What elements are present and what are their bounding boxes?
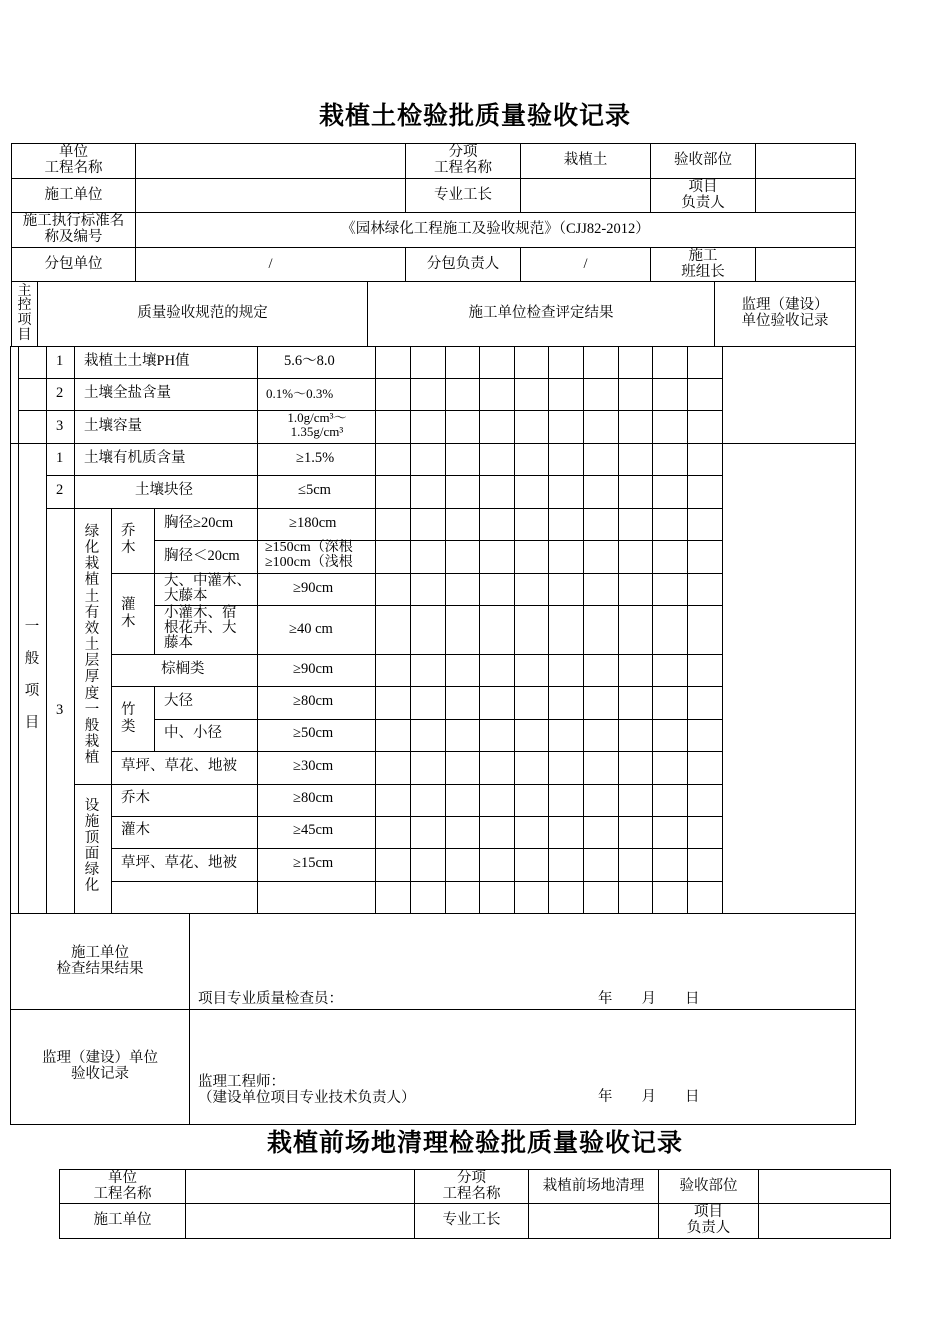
general-item-no: 1 — [56, 450, 64, 466]
acceptance-part-label: 验收部位 — [650, 143, 756, 179]
foreman-value[interactable] — [520, 178, 651, 213]
green-row-name: 草坪、草花、地被 — [121, 758, 237, 774]
green-row-value: ≥90cm — [293, 661, 334, 677]
main-item-value: 1.0g/cm³～ 1.35g/cm³ — [287, 410, 347, 439]
grid-line — [583, 346, 584, 914]
team-leader-label: 施工 班组长 — [650, 247, 756, 282]
green-row-value: ≥50cm — [293, 725, 334, 741]
acceptance-part-value[interactable] — [755, 143, 856, 179]
main-item-name: 土壤容量 — [84, 418, 142, 434]
grid-line — [855, 346, 856, 914]
grid-line — [154, 540, 723, 541]
roof-row-value: ≥15cm — [293, 855, 334, 871]
form1-title: 栽植土检验批质量验收记录 — [318, 101, 631, 130]
sub-leader-value: / — [520, 247, 651, 282]
green-row-value: ≥180cm — [289, 515, 337, 531]
grid-line — [618, 346, 619, 914]
construction-check-label: 施工单位 检查结果结果 — [10, 913, 190, 1010]
roof-row-name: 草坪、草花、地被 — [121, 855, 237, 871]
grid-line — [18, 346, 19, 914]
subcontractor-value: / — [135, 247, 406, 282]
grid-line — [410, 346, 411, 914]
green-row-name: 大、中灌木、 大藤本 — [164, 573, 251, 605]
construction-unit-label: 施工单位 — [11, 178, 136, 213]
sub-project-value: 栽植土 — [520, 143, 651, 179]
grid-line — [652, 346, 653, 914]
grid-line — [74, 346, 75, 514]
project-leader-value[interactable] — [755, 178, 856, 213]
team-leader-value[interactable] — [755, 247, 856, 282]
green-row-name: 大径 — [164, 693, 193, 709]
grid-line — [548, 346, 549, 914]
main-item-no: 3 — [56, 418, 64, 434]
grid-line — [46, 475, 723, 476]
foreman-label: 专业工长 — [414, 1203, 529, 1239]
grid-line — [722, 346, 723, 914]
general-item-no: 3 — [56, 702, 64, 718]
grid-line — [257, 346, 258, 914]
supervision-column-header: 监理（建设） 单位验收记录 — [714, 281, 856, 347]
check-result-column-header: 施工单位检查评定结果 — [367, 281, 715, 347]
project-leader-label: 项目 负责人 — [650, 178, 756, 213]
construction-unit-label: 施工单位 — [59, 1203, 186, 1239]
main-item-name: 土壤全盐含量 — [84, 385, 171, 401]
grid-line — [46, 346, 47, 914]
main-item-no: 2 — [56, 385, 64, 401]
grid-line — [154, 508, 155, 655]
green-row-value: ≥90cm — [293, 580, 334, 596]
grid-line — [154, 605, 723, 606]
project-leader-value[interactable] — [758, 1203, 891, 1239]
grid-line — [111, 848, 723, 849]
foreman-value[interactable] — [528, 1203, 659, 1239]
supervision-record-area[interactable] — [189, 1009, 856, 1125]
construction-unit-value[interactable] — [135, 178, 406, 213]
general-item-name: 土壤块径 — [135, 482, 193, 498]
date-label: 年 月 日 — [598, 991, 700, 1007]
general-item-name: 土壤有机质含量 — [84, 450, 186, 466]
qiao-label: 乔 木 — [121, 523, 136, 556]
green-row-name: 小灌木、宿 根花卉、大 藤本 — [164, 605, 237, 652]
roof-row-value: ≥45cm — [293, 822, 334, 838]
roof-row-name: 灌木 — [121, 822, 150, 838]
general-item-no: 2 — [56, 482, 64, 498]
main-item-value: 5.6～8.0 — [284, 353, 335, 369]
green-planting-label: 绿 化 栽 植 土 有 效 土 层 厚 度 一 般 栽 植 — [84, 524, 100, 767]
green-row-value: ≥40 cm — [289, 621, 333, 637]
unit-project-name-label: 单位 工程名称 — [59, 1169, 186, 1204]
green-row-name: 胸径≥20cm — [164, 515, 234, 531]
grid-line — [479, 346, 480, 914]
sub-leader-label: 分包负责人 — [405, 247, 521, 282]
engineer-label: 监理工程师： （建设单位项目专业技术负责人） — [198, 1074, 416, 1106]
green-row-value: ≥80cm — [293, 693, 334, 709]
grid-line — [445, 346, 446, 914]
grid-line — [111, 686, 723, 687]
sub-project-name-label: 分项 工程名称 — [405, 143, 521, 179]
main-item-name: 栽植土土壤PH值 — [84, 353, 190, 369]
grid-line — [111, 816, 723, 817]
construction-unit-value[interactable] — [185, 1203, 415, 1239]
spec-column-header: 质量验收规范的规定 — [37, 281, 368, 347]
inspector-label: 项目专业质量检查员： — [198, 991, 343, 1007]
green-row-value: ≥30cm — [293, 758, 334, 774]
grid-line — [111, 654, 723, 655]
green-row-value: ≥150cm（深根 ≥100cm（浅根 — [265, 540, 353, 570]
grid-line — [10, 443, 856, 444]
unit-project-name-value[interactable] — [185, 1169, 415, 1204]
standard-label: 施工执行标准名 称及编号 — [11, 212, 136, 248]
grid-line — [10, 346, 11, 914]
foreman-label: 专业工长 — [405, 178, 521, 213]
green-row-name: 中、小径 — [164, 725, 222, 741]
grid-line — [74, 784, 723, 785]
acceptance-part-value[interactable] — [758, 1169, 891, 1204]
general-item-value: ≥1.5% — [296, 450, 335, 466]
green-row-name: 棕榈类 — [161, 661, 205, 677]
grid-line — [18, 378, 723, 379]
grid-line — [111, 881, 723, 882]
main-control-label: 主 控 项 目 — [11, 281, 38, 347]
subcontractor-label: 分包单位 — [11, 247, 136, 282]
zhu-label: 竹 类 — [121, 702, 136, 735]
project-leader-label: 项目 负责人 — [658, 1203, 759, 1239]
unit-project-name-label: 单位 工程名称 — [11, 143, 136, 179]
acceptance-part-label: 验收部位 — [658, 1169, 759, 1204]
roof-greening-label: 设 施 顶 面 绿 化 — [84, 798, 100, 894]
form2-title: 栽植前场地清理检验批质量验收记录 — [266, 1128, 683, 1157]
grid-line — [375, 346, 376, 914]
roof-row-value: ≥80cm — [293, 790, 334, 806]
grid-line — [154, 719, 723, 720]
green-row-name: 胸径＜20cm — [164, 548, 240, 564]
standard-value: 《园林绿化工程施工及验收规范》（CJJ82-2012） — [135, 212, 856, 248]
grid-line — [111, 508, 112, 914]
general-items-label: 一 般 项 目 — [24, 619, 40, 731]
grid-line — [74, 508, 75, 914]
general-item-value: ≤5cm — [298, 482, 331, 498]
main-item-value: 0.1%～0.3% — [266, 386, 334, 401]
grid-line — [514, 346, 515, 914]
grid-line — [46, 508, 723, 509]
grid-line — [111, 751, 723, 752]
sub-project-value: 栽植前场地清理 — [528, 1169, 659, 1204]
main-item-no: 1 — [56, 353, 64, 369]
supervision-record-label: 监理（建设）单位 验收记录 — [10, 1009, 190, 1125]
grid-line — [687, 346, 688, 914]
sub-project-name-label: 分项 工程名称 — [414, 1169, 529, 1204]
roof-row-name: 乔木 — [121, 790, 150, 806]
unit-project-name-value[interactable] — [135, 143, 406, 179]
guan-label: 灌 木 — [121, 597, 136, 630]
date-label: 年 月 日 — [598, 1089, 700, 1105]
